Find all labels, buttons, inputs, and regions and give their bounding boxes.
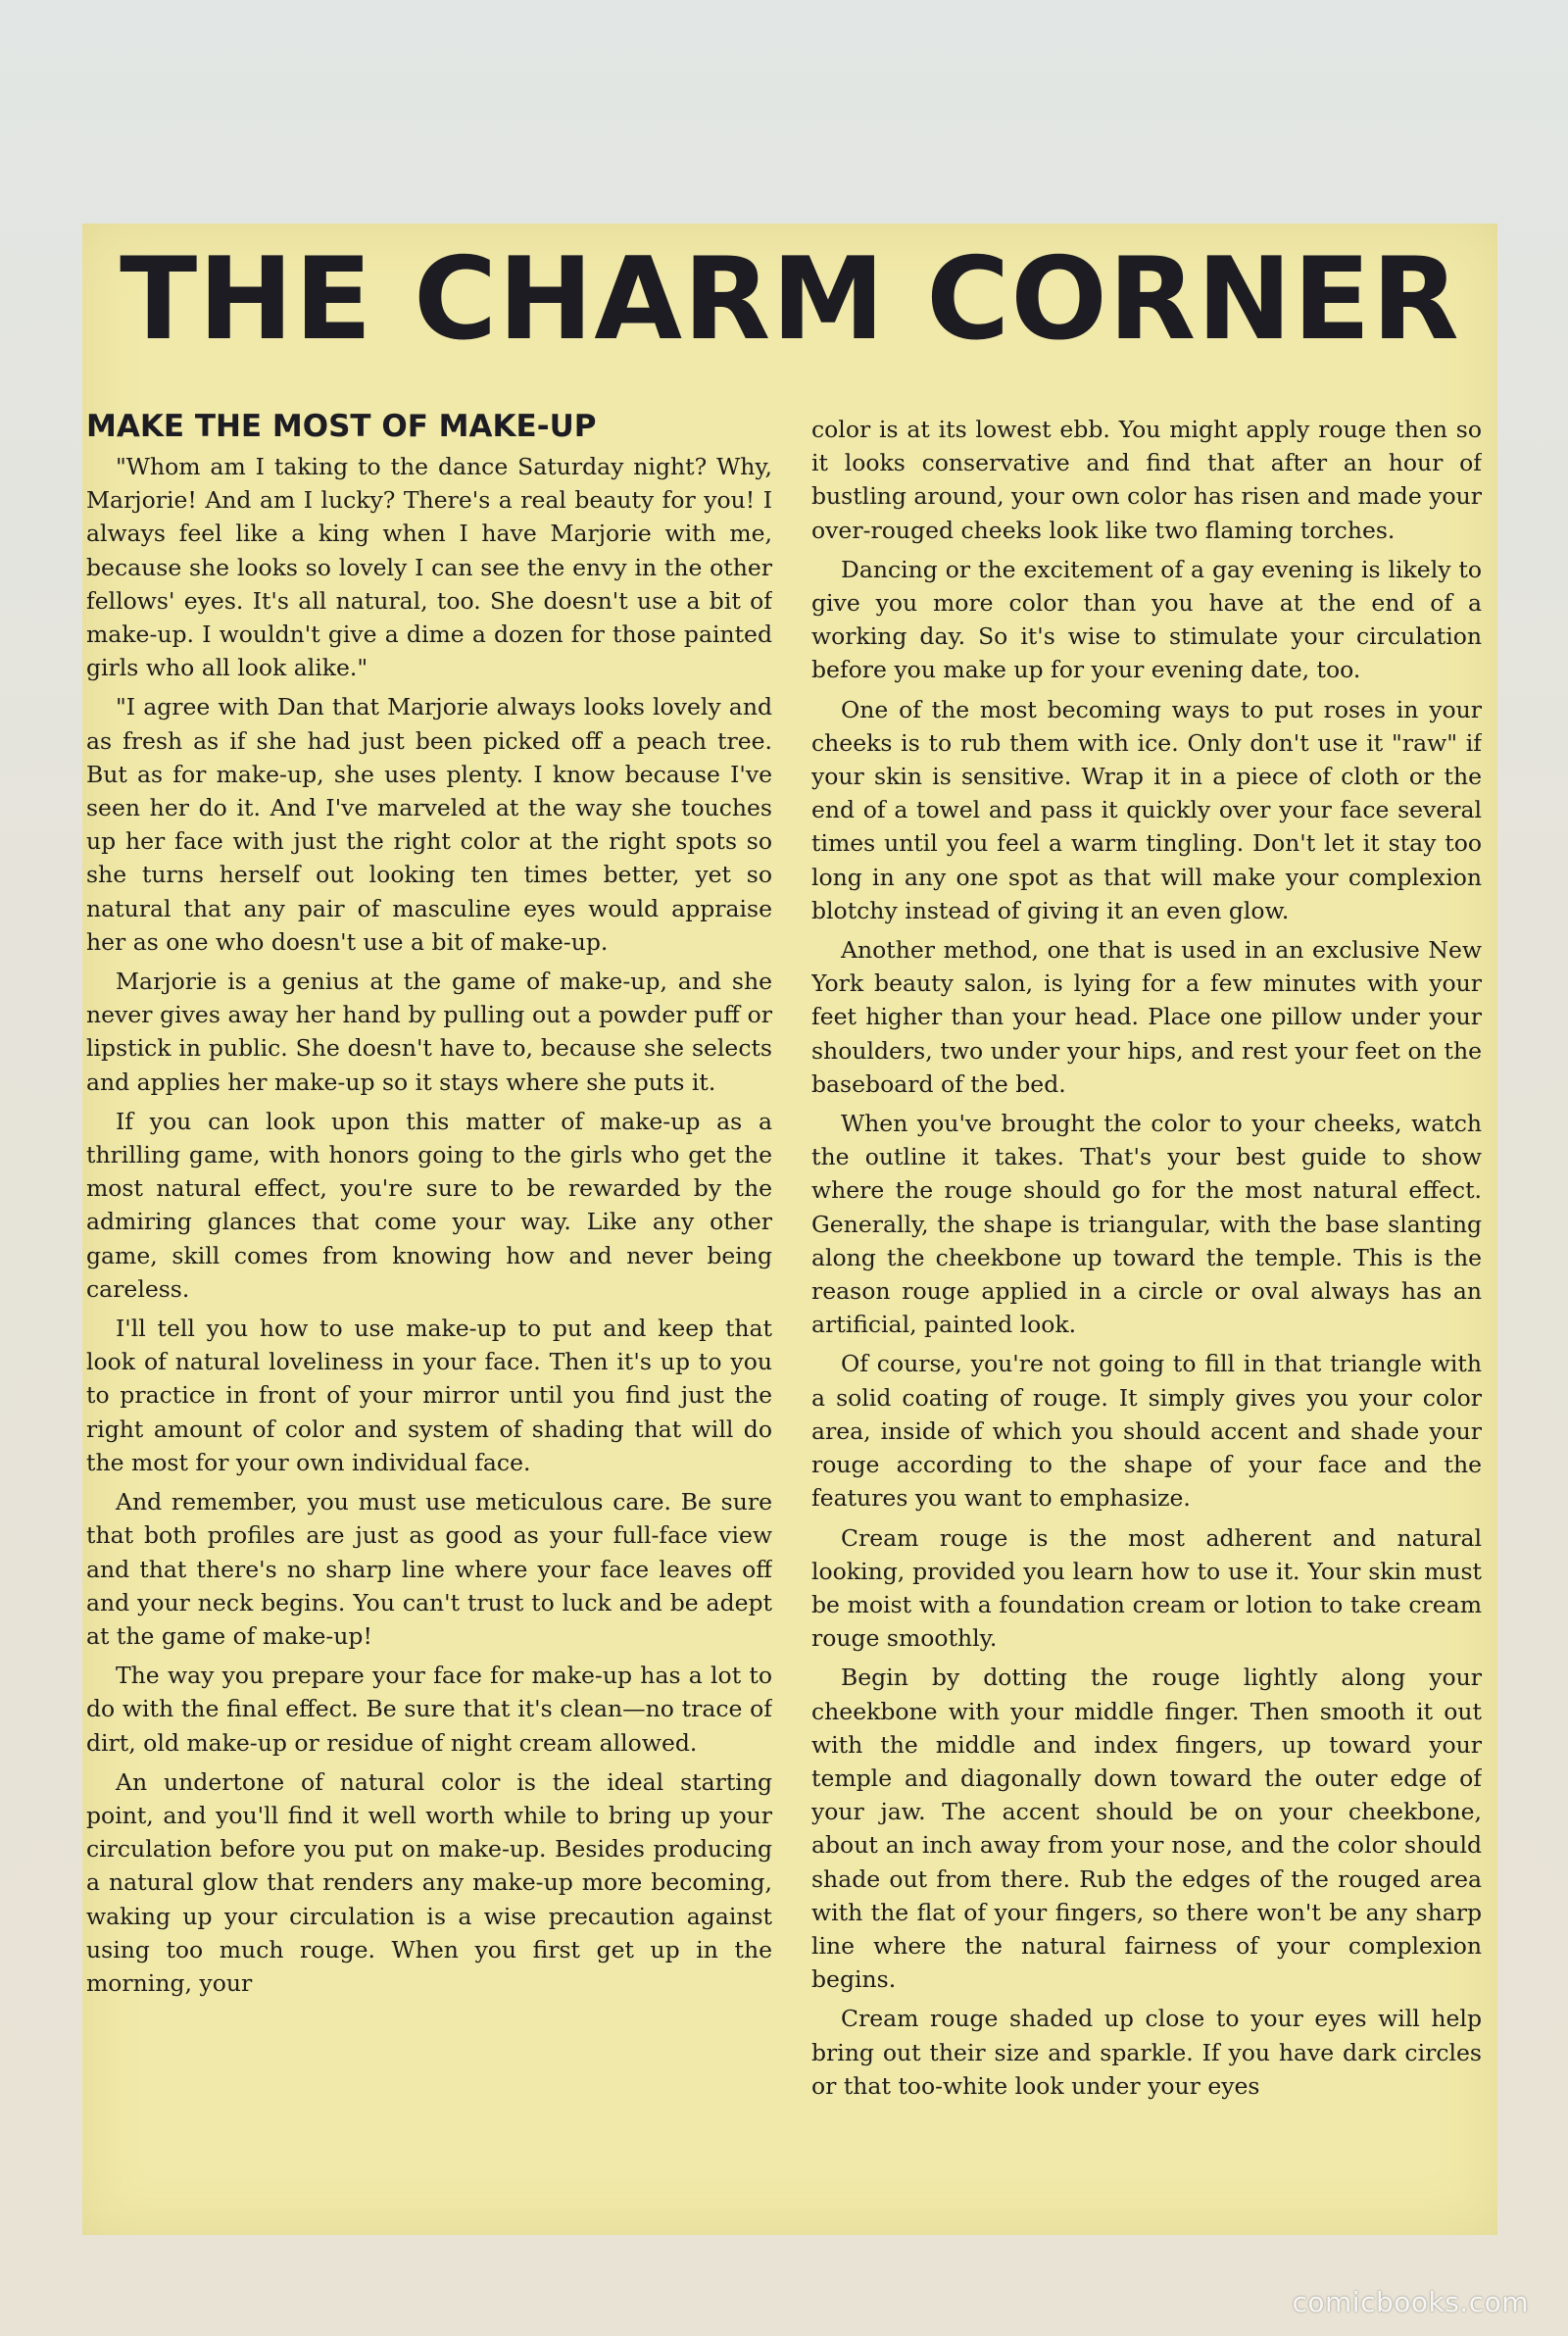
paragraph: I'll tell you how to use make-up to put and keep that look of natural loveliness in your face. Then it's up to you to practice in front of your mirror until you find just the right amount of color and system of shading that will do the most for your own individual face. (86, 1315, 772, 1476)
paragraph: And remember, you must use meticulous care. Be sure that both profiles are just as good as your full-face view and that there's no sharp line where your face leaves off and your neck begins. You can't trust to luck and be adept at the game of make-up! (86, 1488, 772, 1650)
paragraph: If you can look upon this matter of make-up as a thrilling game, with honors going to the girls who get the most natural effect, you're sure to be rewarded by the admiring glances that come your way. Like any other game, skill comes from knowing how and never being careless. (86, 1107, 772, 1303)
left-column (86, 409, 772, 2224)
paragraph: The way you prepare your face for make-up has a lot to do with the final effect. Be sure that it's clean—no trace of dirt, old make-up or residue of night cream allowed. (86, 1662, 772, 1757)
paragraph: When you've brought the color to your cheeks, watch the outline it takes. That's your best guide to show where the rouge should go for the most natural effect. Generally, the shape is triangular, with the base slanting along the cheekbone up toward the temple. This is the reason rouge applied in a circle or oval always has an artificial, painted look. (811, 1110, 1482, 1339)
article-panel (82, 224, 1497, 2235)
paragraph: Begin by dotting the rouge lightly along your cheekbone with your middle finger. Then smooth it out with the middle and index fingers, up toward your temple and diagonally down toward the outer edge of your jaw. The accent should be on your cheekbone, about an inch away from your nose, and the color should shade out from there. Rub the edges of the rouged area with the flat of your fingers, so there won't be any sharp line where the natural fairness of your complexion begins. (811, 1664, 1482, 1994)
paragraph: Dancing or the excitement of a gay evening is likely to give you more color than you have at the end of a working day. So it's wise to stimulate your circulation before you make up for your evening date, too. (811, 555, 1482, 684)
paragraph: color is at its lowest ebb. You might apply rouge then so it looks conservative and find that after an hour of bustling around, your own color has risen and made your over-rouged cheeks look like two flaming torches. (811, 416, 1482, 544)
page-title: THE CHARM CORNER (120, 233, 1460, 366)
paragraph: Cream rouge is the most adherent and natural looking, provided you learn how to use it. Your skin must be moist with a foundation cream or lotion to take cream rouge smoothly. (811, 1523, 1482, 1653)
watermark: comicbooks.com (1292, 2286, 1529, 2318)
paragraph: Marjorie is a genius at the game of make-up, and she never gives away her hand by pulling out a powder puff or lipstick in public. She doesn't have to, because she selects and applies her make-up so it stays where she puts it. (86, 968, 772, 1096)
right-column (811, 413, 1482, 2228)
paragraph: "I agree with Dan that Marjorie always looks lovely and as fresh as if she had just been picked off a peach tree. But as for make-up, she uses plenty. I know because I've seen her do it. And I've marveled at the way she touches up her face with just the right color at the right spots so she turns herself out looking ten times better, yet so natural that any pair of masculine eyes would appraise her as one who doesn't use a bit of make-up. (86, 693, 772, 956)
paragraph: "Whom am I taking to the dance Saturday night? Why, Marjorie! And am I lucky? There's a real beauty for you! I always feel like a king when I have Marjorie with me, because she looks so lovely I can see the envy in the other fellows' eyes. It's all natural, too. She doesn't use a bit of make-up. I wouldn't give a dime a dozen for those painted girls who all look alike." (86, 453, 772, 682)
paragraph: Cream rouge shaded up close to your eyes will help bring out their size and sparkle. If you have dark circles or that too-white look under your eyes (811, 2005, 1482, 2100)
paragraph: Another method, one that is used in an exclusive New York beauty salon, is lying for a few minutes with your feet higher than your head. Place one pillow under your shoulders, two under your hips, and rest your feet on the baseboard of the bed. (811, 936, 1482, 1098)
article-heading: MAKE THE MOST OF MAKE-UP (86, 409, 597, 444)
paragraph: Of course, you're not going to fill in that triangle with a solid coating of rouge. It simply gives you your color area, inside of which you should accent and shade your rouge according to the shape of your face and the features you want to emphasize. (811, 1350, 1482, 1513)
paragraph: One of the most becoming ways to put roses in your cheeks is to rub them with ice. Only don't use it "raw" if your skin is sensitive. Wrap it in a piece of cloth or the end of a towel and pass it quickly over your face several times until you feel a warm tingling. Don't let it stay too long in any one spot as that will make your complexion blotchy instead of giving it an even glow. (811, 695, 1482, 924)
paragraph: An undertone of natural color is the ideal starting point, and you'll find it well worth while to bring up your circulation before you put on make-up. Besides producing a natural glow that renders any make-up more becoming, waking up your circulation is a wise precaution against using too much rouge. When you first get up in the morning, your (86, 1767, 772, 1997)
